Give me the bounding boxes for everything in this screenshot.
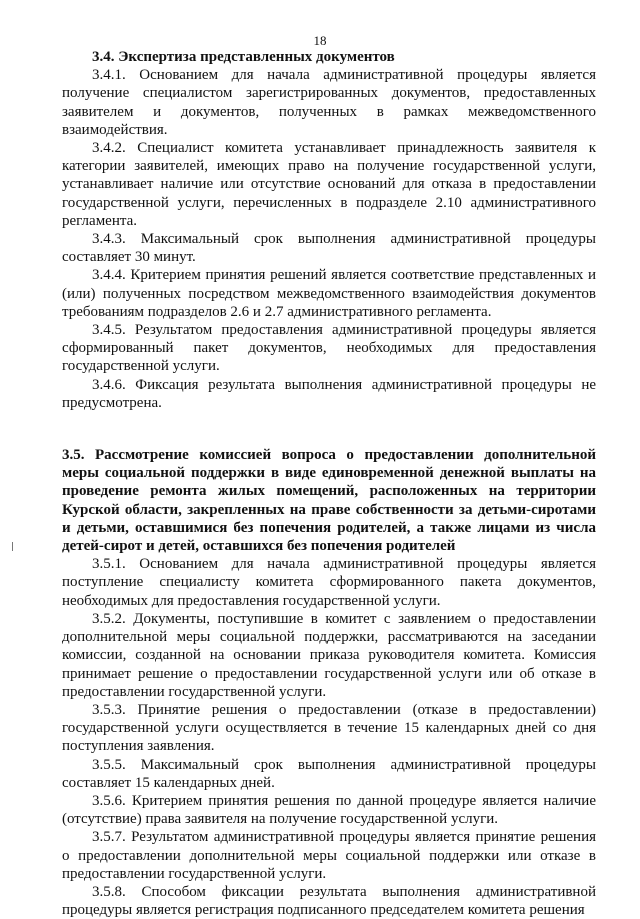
paragraph-3-4-2: 3.4.2. Специалист комитета устанавливает принадлежность заявителя к категории заявителей, имеющих право на получение государственной услуги, устанавливает наличие или отсутствие оснований для отказа в предоставлении государственной услуги, перечисленных в подразделе 2.10 административного регламента. bbox=[62, 140, 596, 229]
section-3-5 bbox=[62, 446, 596, 919]
paragraph-3-5-2: 3.5.2. Документы, поступившие в комитет с заявлением о предоставлении дополнительной меры социальной поддержки, рассматриваются на заседании комиссии, созданной на основании приказа руководителя комитета. Комиссия принимает решение о предоставлении государственной услуги или об отказе в предоставлении государственной услуги. bbox=[62, 610, 596, 700]
paragraph-3-4-1: 3.4.1. Основанием для начала административной процедуры является получение специалистом зарегистрированных документов, предоставленных заявителем и документов, полученных в рамках межведомственного взаимодействия. bbox=[62, 67, 596, 138]
section-heading: 3.5. Рассмотрение комиссией вопроса о предоставлении дополнительной меры социальной поддержки в виде единовременной денежной выплаты на проведение ремонта жилых помещений, расположенных на территории Курской области, закрепленных на праве собственности за детьми-сиротами и детьми, оставшимися без попечения родителей, а также лицами из числа детей-сирот и детей, оставшихся без попечения родителей bbox=[62, 447, 596, 555]
paragraph-3-4-4: 3.4.4. Критерием принятия решений является соответствие представленных и (или) полученных посредством межведомственного взаимодействия документов требованиям подразделов 2.6 и 2.7 административного регламента. bbox=[62, 267, 596, 320]
page-number: 18 bbox=[313, 33, 327, 48]
document-body bbox=[62, 48, 596, 919]
section-3-4 bbox=[62, 48, 596, 412]
paragraph-3-4-6: 3.4.6. Фиксация результата выполнения административной процедуры не предусмотрена. bbox=[62, 376, 596, 411]
paragraph-3-5-6: 3.5.6. Критерием принятия решения по данной процедуре является наличие (отсутствие) права заявителя на получение государственной услуги. bbox=[62, 792, 596, 828]
section-heading: 3.4. Экспертиза представленных документов bbox=[92, 49, 395, 65]
paragraph-3-5-8: 3.5.8. Способом фиксации результата выполнения административной процедуры является регистрация подписанного председателем комитета решения bbox=[62, 883, 596, 919]
paragraph-3-4-5: 3.4.5. Результатом предоставления административной процедуры является сформированный пакет документов, необходимых для предоставления государственной услуги. bbox=[62, 322, 596, 375]
paragraph-3-5-7: 3.5.7. Результатом административной процедуры является принятие решения о предоставлении дополнительной меры социальной поддержки или отказе в предоставлении государственной услуги. bbox=[62, 829, 596, 882]
paragraph-3-4-3: 3.4.3. Максимальный срок выполнения административной процедуры составляет 30 минут. bbox=[62, 231, 596, 266]
scan-margin-mark bbox=[12, 542, 13, 551]
paragraph-3-5-5: 3.5.5. Максимальный срок выполнения административной процедуры составляет 15 календарных дней. bbox=[62, 756, 596, 791]
paragraph-3-5-1: 3.5.1. Основанием для начала административной процедуры является поступление специалисту комитета сформированного пакета документов, необходимых для предоставления государственной услуги. bbox=[62, 556, 596, 609]
paragraph-3-5-3: 3.5.3. Принятие решения о предоставлении (отказе в предоставлении) государственной услуги осуществляется в течение 15 календарных дней со дня поступления заявления. bbox=[62, 701, 596, 755]
